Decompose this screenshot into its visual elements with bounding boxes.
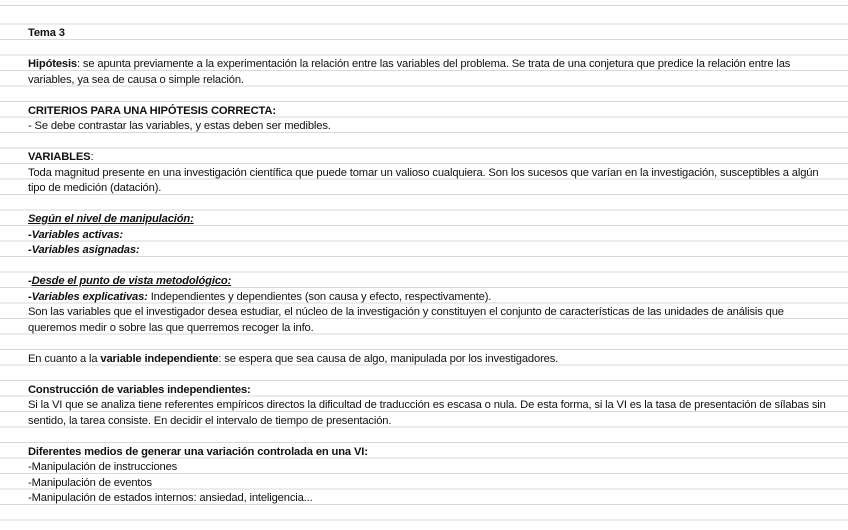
variables-heading	[28, 150, 828, 166]
manipulacion-heading: Según el nivel de manipulación:	[28, 213, 194, 225]
metodologico-dash: -	[28, 275, 32, 287]
medios-item: -Manipulación de eventos	[28, 476, 152, 489]
spacer	[28, 88, 828, 104]
metodologico-heading: Desde el punto de vista metodológico:	[31, 275, 232, 287]
criterios-heading: CRITERIOS PARA UNA HIPÓTESIS CORRECTA:	[28, 104, 276, 117]
criterios-item: - Se debe contrastar las variables, y estas deben ser medibles.	[28, 120, 331, 132]
independiente-label: variable independiente	[100, 352, 219, 365]
metodologico-heading-line	[28, 274, 828, 290]
spacer	[28, 197, 828, 213]
construccion-heading: Construcción de variables independientes:	[28, 383, 251, 396]
spacer	[28, 336, 828, 352]
spacer	[28, 135, 828, 151]
variables-colon: :	[90, 151, 94, 163]
variables-label: VARIABLES	[28, 151, 91, 163]
construccion-text: Si la VI que se analiza tiene referentes empíricos directos la dificultad de traducción es escasa o nula. De esta forma, si la VI es la tasa de presentación de sílabas sin sentido, la tarea consiste. En decidir el intervalo de tiempo de presentación.	[28, 399, 826, 427]
independiente-post: : se espera que sea causa de algo, manipulada por los investigadores.	[218, 352, 559, 365]
explicativas-line	[28, 290, 828, 306]
hipotesis-paragraph	[28, 57, 828, 88]
spacer	[28, 259, 828, 275]
medios-item: -Manipulación de estados internos: ansiedad, inteligencia...	[28, 492, 313, 504]
page-title: Tema 3	[28, 27, 65, 39]
independiente-pre: En cuanto a la	[28, 352, 101, 365]
spacer	[28, 367, 828, 383]
medios-heading: Diferentes medios de generar una variación controlada en una VI:	[28, 445, 368, 458]
explicativas-text: Independientes y dependientes (son causa y efecto, respectivamente).	[147, 290, 492, 303]
spacer	[28, 429, 828, 445]
explicativas-label: -Variables explicativas:	[28, 290, 148, 303]
medios-item: -Manipulación de instrucciones	[28, 461, 178, 473]
manipulacion-item: -Variables asignadas:	[28, 244, 140, 256]
independiente-paragraph	[28, 352, 828, 368]
metodologico-text: Son las variables que el investigador desea estudiar, el núcleo de la investigación y constituyen el conjunto de características de las unidades de análisis que queremos medir o sobre las que querremos recoger la info.	[28, 306, 784, 334]
variables-text: Toda magnitud presente en una investigación científica que puede tomar un valioso cualquiera. Son los sucesos que varían en la investigación, susceptibles a algún tipo de medición (datación).	[28, 166, 819, 194]
hipotesis-text: : se apunta previamente a la experimentación la relación entre las variables del problema. Se trata de una conjetura que predice la relación entre las variables, ya sea de causa o simple relación.	[28, 58, 791, 86]
document-body	[28, 26, 828, 507]
manipulacion-item: -Variables activas:	[28, 228, 123, 241]
hipotesis-label: Hipótesis	[28, 58, 78, 70]
spacer	[28, 42, 828, 58]
